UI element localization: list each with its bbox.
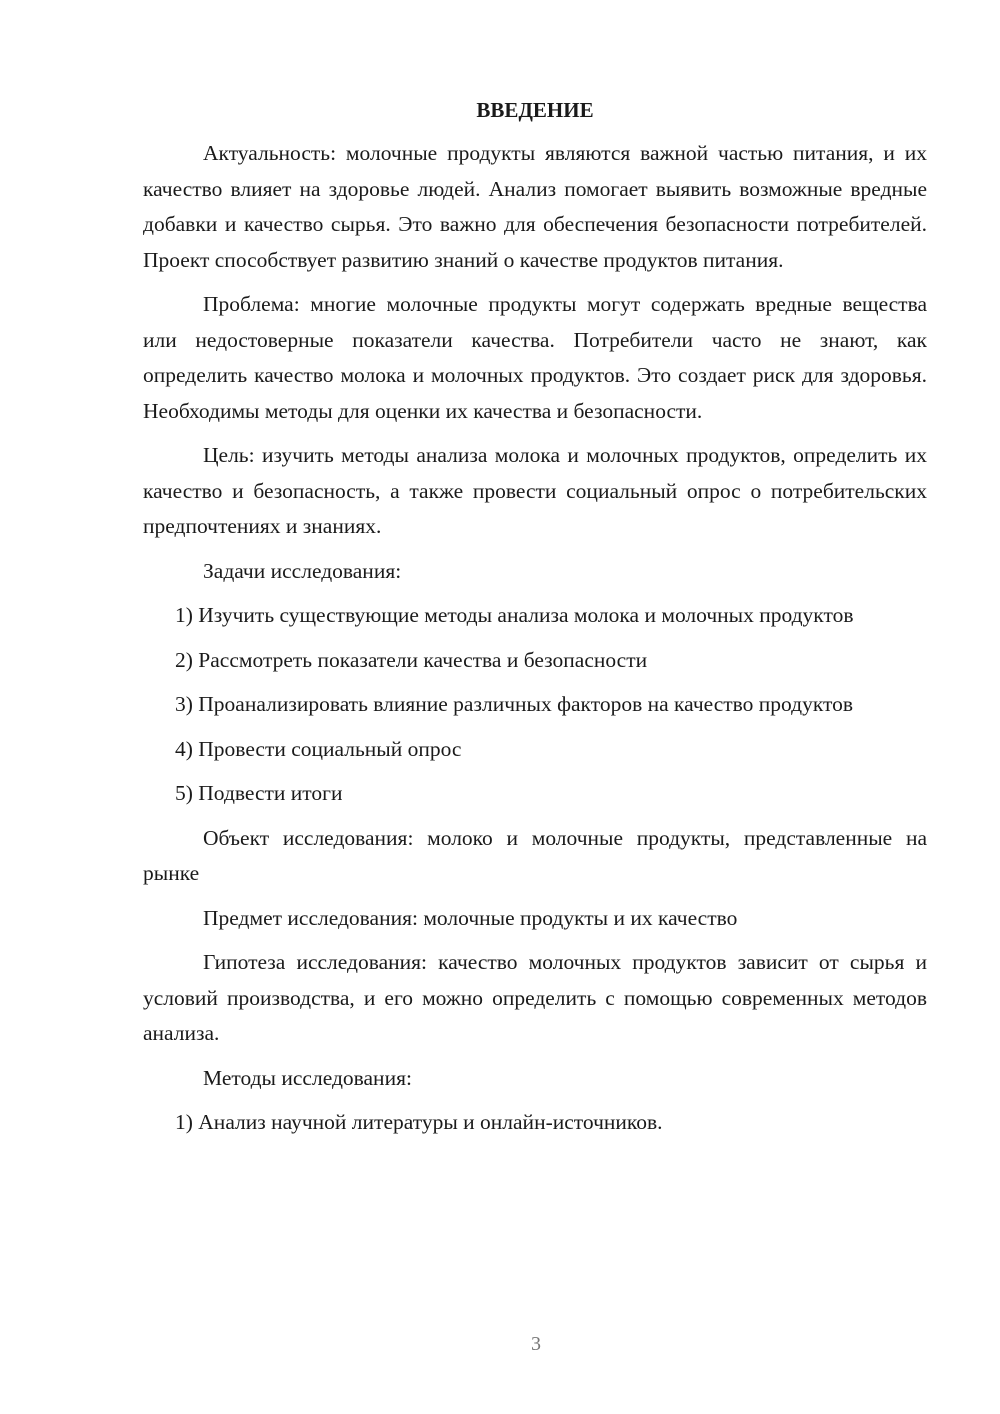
- method-item-1: 1) Анализ научной литературы и онлайн-источников.: [175, 1110, 663, 1134]
- methods-heading: Методы исследования:: [203, 1065, 412, 1090]
- task-item-3: 3) Проанализировать влияние различных факторов на качество продуктов: [175, 692, 854, 716]
- page-number: 3: [531, 1333, 541, 1355]
- tasks-heading: Задачи исследования:: [203, 558, 402, 583]
- object-paragraph: Объект исследования: молоко и молочные продукты, представленные на рынке: [143, 825, 927, 885]
- relevance-paragraph: Актуальность: молочные продукты являются важной частью питания, и их качество влияет на здоровье людей. Анализ помогает выявить возможные вредные добавки и качество сырья. Это важно для обеспечения безопасности потребителей. Проект способствует развитию знаний о качестве продуктов питания.: [143, 141, 927, 272]
- task-item-5: 5) Подвести итоги: [175, 781, 343, 805]
- task-item-2: 2) Рассмотреть показатели качества и безопасности: [175, 647, 648, 672]
- document-page: [143, 92, 927, 1150]
- task-item-1: 1) Изучить существующие методы анализа молока и молочных продуктов: [175, 603, 854, 627]
- subject-paragraph: Предмет исследования: молочные продукты и их качество: [203, 905, 738, 930]
- section-title: ВВЕДЕНИЕ: [476, 98, 594, 122]
- hypothesis-paragraph: Гипотеза исследования: качество молочных продуктов зависит от сырья и условий производства, и его можно определить с помощью современных методов анализа.: [143, 950, 927, 1045]
- task-item-4: 4) Провести социальный опрос: [175, 736, 462, 761]
- problem-paragraph: Проблема: многие молочные продукты могут содержать вредные вещества или недостоверные показатели качества. Потребители часто не знают, как определить качество молока и молочных продуктов. Это создает риск для здоровья. Необходимы методы для оценки их качества и безопасности.: [143, 292, 927, 423]
- goal-paragraph: Цель: изучить методы анализа молока и молочных продуктов, определить их качество и безопасность, а также провести социальный опрос о потребительских предпочтениях и знаниях.: [143, 443, 927, 538]
